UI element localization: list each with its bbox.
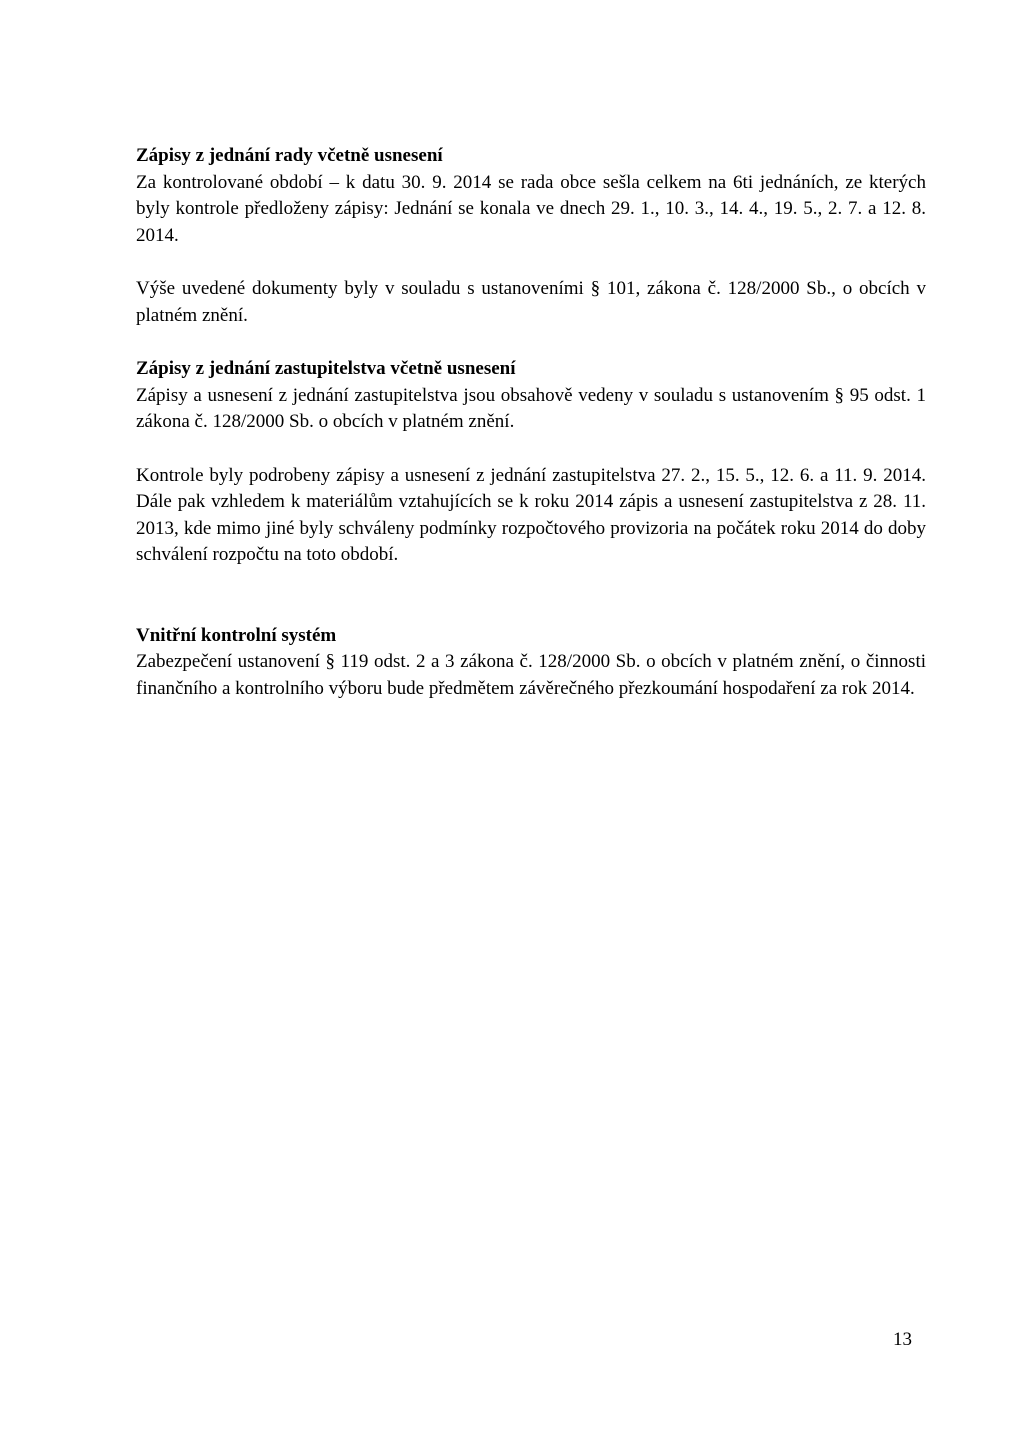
section-heading: Zápisy z jednání zastupitelstva včetně usnesení <box>136 358 516 379</box>
page-number: 13 <box>893 1329 912 1350</box>
paragraph: Kontrole byly podrobeny zápisy a usnesení z jednání zastupitelstva 27. 2., 15. 5., 12. 6. a 11. 9. 2014. Dále pak vzhledem k materiálům vztahujících se k roku 2014 zápis a usnesení zastupitelstva z 28. 11. 2013, kde mimo jiné byly schváleny podmínky rozpočtového provizoria na počátek roku 2014 do doby schválení rozpočtu na toto období. <box>136 464 926 565</box>
document-body <box>136 143 926 702</box>
section-vnitrni-kontrolni-system <box>136 623 926 703</box>
section-heading: Zápisy z jednání rady včetně usnesení <box>136 145 443 166</box>
section-zastupitelstvo <box>136 356 926 569</box>
paragraph: Zabezpečení ustanovení § 119 odst. 2 a 3 zákona č. 128/2000 Sb. o obcích v platném znění, o činnosti finančního a kontrolního výboru bude předmětem závěrečného přezkoumání hospodaření za rok 2014. <box>136 651 926 699</box>
paragraph: Výše uvedené dokumenty byly v souladu s ustanoveními § 101, zákona č. 128/2000 Sb., o obcích v platném znění. <box>136 278 926 326</box>
paragraph: Za kontrolované období – k datu 30. 9. 2014 se rada obce sešla celkem na 6ti jednáních, ze kterých byly kontrole předloženy zápisy: Jednání se konala ve dnech 29. 1., 10. 3., 14. 4., 19. 5., 2. 7. a 12. 8. 2014. <box>136 171 926 246</box>
paragraph: Zápisy a usnesení z jednání zastupitelstva jsou obsahově vedeny v souladu s ustanovením § 95 odst. 1 zákona č. 128/2000 Sb. o obcích v platném znění. <box>136 384 926 432</box>
section-heading: Vnitřní kontrolní systém <box>136 624 337 646</box>
section-rada <box>136 143 926 329</box>
